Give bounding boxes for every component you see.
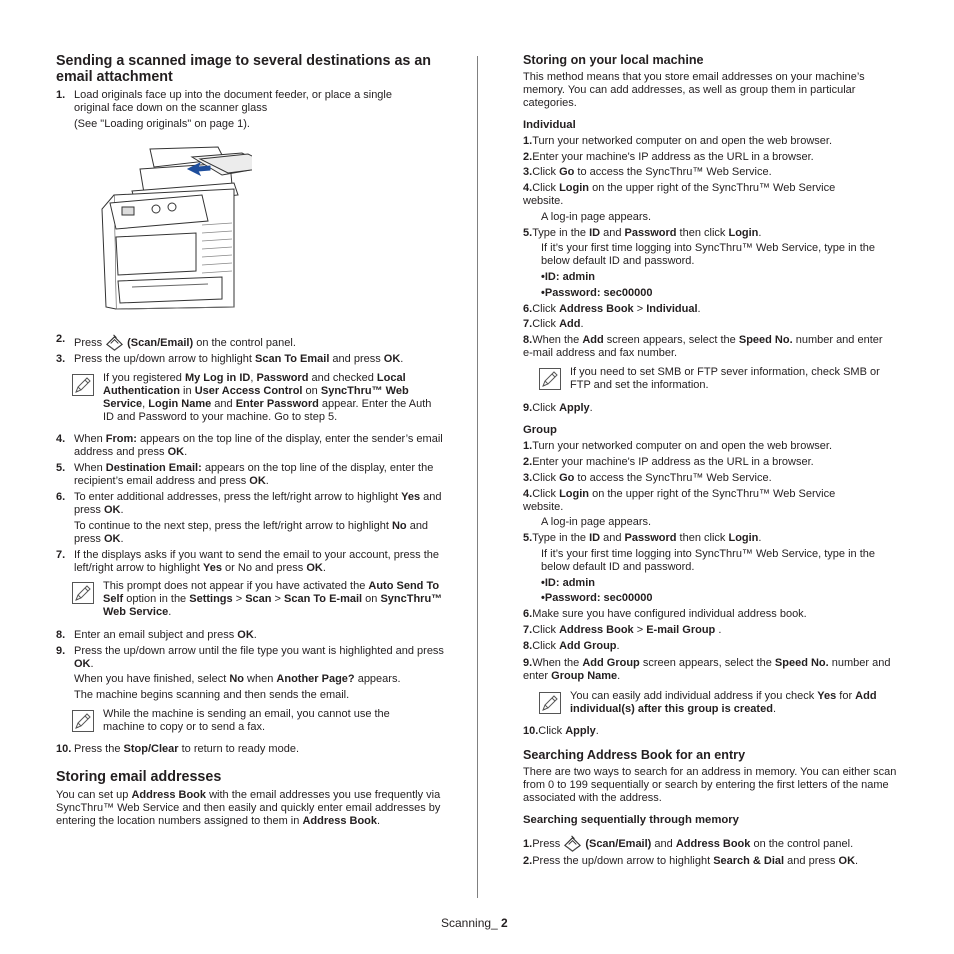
section-heading-searching: Searching Address Book for an entry	[523, 748, 746, 762]
note-smb-ftp: If you need to set SMB or FTP sever information, check SMB or FTP and set the information.	[539, 366, 901, 392]
section-heading-local-machine: Storing on your local machine	[523, 53, 704, 67]
note-pencil-icon	[72, 710, 94, 732]
group-step-9: 9.When the Add Group screen appears, select the Speed No. number and enter Group Name.	[523, 657, 891, 682]
step-9: 9. Press the up/down arrow until the file type you want is highlighted and press OK.	[56, 645, 444, 670]
group-step-6: 6.Make sure you have configured individual address book.	[523, 608, 807, 620]
section-heading-storing-email: Storing email addresses	[56, 769, 222, 785]
step-1-reference: (See "Loading originals" on page 1).	[74, 118, 250, 130]
note-pencil-icon	[72, 582, 94, 604]
step-10: 10. Press the Stop/Clear to return to ready mode.	[56, 743, 299, 755]
note-login: If you registered My Log in ID, Password and checked Local Authentication in User Access Control on SyncThru™ Web Service, Login Name and Enter Password appear. Enter the Auth ID and Password to your machine. Go to step 5.	[72, 372, 446, 424]
individual-step-2: 2.Enter your machine's IP address as the URL in a browser.	[523, 151, 814, 163]
individual-step-5-first-time: If it’s your first time logging into SyncThru™ Web Service, type in the below default ID and password.	[541, 242, 876, 267]
group-default-id: •ID: admin	[541, 577, 595, 589]
group-step-5-first-time: If it’s your first time logging into SyncThru™ Web Service, type in the below default ID and password.	[541, 548, 876, 573]
step-6-continue: To continue to the next step, press the left/right arrow to highlight No and press OK.	[74, 520, 429, 545]
step-3: 3. Press the up/down arrow to highlight Scan To Email and press OK.	[56, 353, 404, 365]
scan-email-key-icon	[563, 834, 582, 853]
scan-email-key-icon	[105, 333, 124, 352]
searching-intro: There are two ways to search for an address in memory. You can either scan from 0 to 199 sequentially or search by entering the first letters of the name associated with the address.	[523, 766, 897, 804]
page-footer: Scanning_ 2	[441, 916, 508, 930]
group-step-1: 1.Turn your networked computer on and open the web browser.	[523, 440, 833, 452]
step-8: 8. Enter an email subject and press OK.	[56, 629, 257, 641]
individual-step-7: 7.Click Add.	[523, 318, 584, 330]
note-while-sending: While the machine is sending an email, you cannot use the machine to copy or to send a fax.	[72, 708, 446, 734]
printer-illustration	[92, 137, 252, 327]
group-step-4-login-page: A log-in page appears.	[541, 516, 652, 528]
individual-step-6: 6.Click Address Book > Individual.	[523, 303, 701, 315]
sequential-step-2: 2.Press the up/down arrow to highlight Search & Dial and press OK.	[523, 855, 859, 867]
step-9-finished: When you have finished, select No when Another Page? appears.	[74, 673, 401, 685]
individual-step-4: 4.Click Login on the upper right of the SyncThru™ Web Service website.	[523, 182, 836, 207]
section-heading-sending-multiple: Sending a scanned image to several destinations as an email attachment	[56, 53, 432, 85]
storing-email-paragraph: You can set up Address Book with the email addresses you use frequently via SyncThru™ Web Service and then easily and quickly enter email addresses by entering the location numbers assigned to them in Address Book.	[56, 789, 441, 827]
group-step-3: 3.Click Go to access the SyncThru™ Web Service.	[523, 472, 772, 484]
note-add-individual: You can easily add individual address if you check Yes for Add individual(s) after this group is created.	[539, 690, 901, 716]
column-divider	[477, 56, 478, 898]
individual-step-5: 5.Type in the ID and Password then click Login.	[523, 227, 762, 239]
individual-default-id: •ID: admin	[541, 271, 595, 283]
subheading-sequential: Searching sequentially through memory	[523, 814, 739, 826]
step-5: 5. When Destination Email: appears on the top line of the display, enter the recipient’s email address and press OK.	[56, 462, 434, 487]
group-step-5: 5.Type in the ID and Password then click Login.	[523, 532, 762, 544]
note-pencil-icon	[539, 368, 561, 390]
note-pencil-icon	[72, 374, 94, 396]
group-step-8: 8.Click Add Group.	[523, 640, 620, 652]
step-7: 7. If the displays asks if you want to send the email to your account, press the left/right arrow to highlight Yes or No and press OK.	[56, 549, 440, 574]
subheading-individual: Individual	[523, 119, 576, 131]
step-2: 2. Press (Scan/Email) on the control panel.	[56, 333, 446, 352]
group-step-10: 10.Click Apply.	[523, 725, 599, 737]
note-pencil-icon	[539, 692, 561, 714]
step-1: 1. Load originals face up into the document feeder, or place a single original face down on the scanner glass	[56, 89, 392, 114]
group-step-2: 2.Enter your machine's IP address as the URL in a browser.	[523, 456, 814, 468]
group-step-4: 4.Click Login on the upper right of the SyncThru™ Web Service website.	[523, 488, 836, 513]
subheading-group: Group	[523, 424, 557, 436]
group-step-7: 7.Click Address Book > E-mail Group .	[523, 624, 722, 636]
step-9-sending: The machine begins scanning and then sends the email.	[74, 689, 350, 701]
individual-step-9: 9.Click Apply.	[523, 402, 593, 414]
individual-step-8: 8.When the Add screen appears, select the Speed No. number and enter e-mail address and fax number.	[523, 334, 883, 359]
individual-default-password: •Password: sec00000	[541, 287, 653, 299]
individual-step-3: 3.Click Go to access the SyncThru™ Web Service.	[523, 166, 772, 178]
step-6: 6. To enter additional addresses, press the left/right arrow to highlight Yes and press OK.	[56, 491, 442, 516]
group-default-password: •Password: sec00000	[541, 592, 653, 604]
local-machine-intro: This method means that you store email addresses on your machine’s memory. You can add addresses, as well as group them in particular categories.	[523, 71, 865, 109]
individual-step-1: 1.Turn your networked computer on and open the web browser.	[523, 135, 833, 147]
sequential-step-1: 1.Press (Scan/Email) and Address Book on the control panel.	[523, 834, 853, 853]
individual-step-4-login-page: A log-in page appears.	[541, 211, 652, 223]
note-auto-send: This prompt does not appear if you have activated the Auto Send To Self option in the Settings > Scan > Scan To E-mail on SyncThru™ Web Service.	[72, 580, 446, 619]
step-4: 4. When From: appears on the top line of the display, enter the sender’s email address and press OK.	[56, 433, 443, 458]
